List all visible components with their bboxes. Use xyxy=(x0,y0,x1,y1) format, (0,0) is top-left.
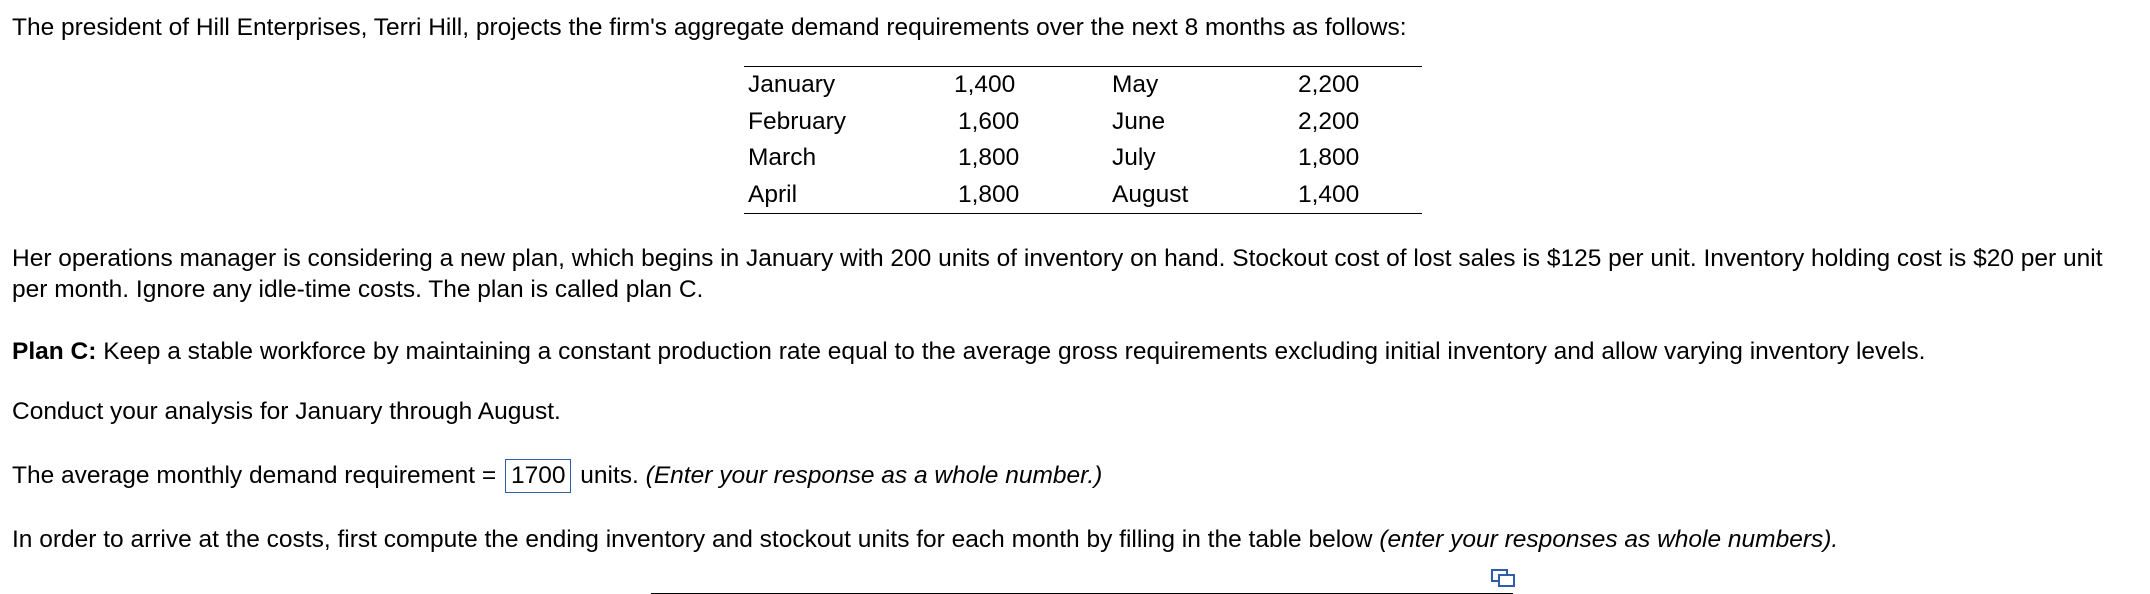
table-row xyxy=(744,140,1422,177)
demand-cell: 1,400 xyxy=(954,71,1016,98)
plan-description: Her operations manager is considering a new plan, which begins in January with 200 units of inventory on hand. Stockout cost of lost sales is $125 per unit. Inventory holding cost is $20 per unit per month. Ignore any idle-time costs. The plan is called plan C. xyxy=(12,245,2103,303)
demand-cell: 2,200 xyxy=(1298,71,1360,98)
demand-cell: 1,800 xyxy=(958,180,1020,208)
demand-cell: 2,200 xyxy=(1298,107,1360,135)
plan-c-text: Keep a stable workforce by maintaining a constant production rate equal to the average gross requirements excluding initial inventory and allow varying inventory levels. xyxy=(96,338,1926,365)
instruction-hint: (enter your responses as whole numbers). xyxy=(1379,526,1839,553)
expand-table-icon[interactable] xyxy=(1491,566,1515,584)
table-row xyxy=(744,67,1422,104)
month-cell: March xyxy=(748,144,817,171)
plan-c-label: Plan C: xyxy=(12,338,97,365)
plan-c-definition xyxy=(12,336,1925,367)
average-suffix: units. xyxy=(580,462,639,489)
month-cell: April xyxy=(748,180,798,208)
month-cell: May xyxy=(1112,71,1159,98)
demand-cell: 1,600 xyxy=(958,107,1020,135)
table-row xyxy=(744,177,1422,214)
intro-text: The president of Hill Enterprises, Terri Hill, projects the firm's aggregate demand requirements over the next 8 months as follows: xyxy=(12,14,1407,41)
demand-table xyxy=(744,66,1422,214)
month-cell: January xyxy=(748,71,836,98)
average-demand-answer-field[interactable]: 1700 xyxy=(505,459,572,493)
demand-cell: 1,800 xyxy=(958,144,1020,171)
average-demand-question xyxy=(12,459,1102,493)
month-cell: February xyxy=(748,107,847,135)
analysis-instruction: Conduct your analysis for January through August. xyxy=(12,398,561,425)
average-prefix: The average monthly demand requirement = xyxy=(12,462,497,489)
demand-cell: 1,400 xyxy=(1298,180,1360,208)
month-cell: August xyxy=(1112,180,1189,208)
instruction-text: In order to arrive at the costs, first compute the ending inventory and stockout units for each month by filling in the table below xyxy=(12,526,1380,553)
average-hint: (Enter your response as a whole number.) xyxy=(645,462,1103,489)
month-cell: June xyxy=(1112,107,1166,135)
table-row xyxy=(744,104,1422,141)
demand-cell: 1,800 xyxy=(1298,144,1360,171)
month-cell: July xyxy=(1112,144,1156,171)
table-instruction xyxy=(12,524,1838,555)
